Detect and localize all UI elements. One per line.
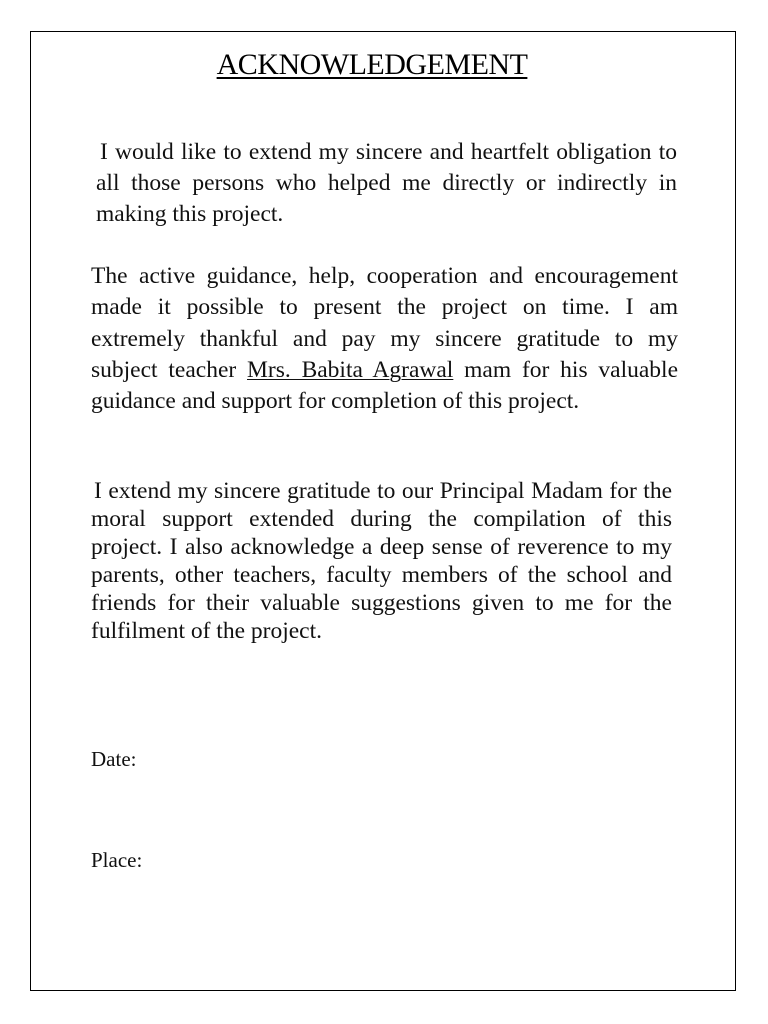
- paragraph-guidance-text-before: The active guidance, help, cooperation and encouragement made it possible to present the project on time. I am extremely thankful and pay my sincere gratitude to my subject teacher: [91, 263, 678, 383]
- teacher-name: Mrs. Babita Agrawal: [247, 356, 454, 383]
- paragraph-guidance-text-after: mam for his valuable guidance and support for completion of this project.: [91, 356, 678, 415]
- date-label: Date:: [91, 747, 137, 771]
- paragraph-guidance: [91, 261, 678, 417]
- paragraph-intro: I would like to extend my sincere and heartfelt obligation to all those persons who helped me directly or indirectly in making this project.: [96, 139, 677, 227]
- page-title: ACKNOWLEDGEMENT: [216, 48, 528, 81]
- paragraph-gratitude: I extend my sincere gratitude to our Principal Madam for the moral support extended during the compilation of this project. I also acknowledge a deep sense of reverence to my parents, other teachers, faculty members of the school and friends for their valuable suggestions given to me for the fulfilment of the project.: [91, 478, 672, 644]
- place-label: Place:: [91, 848, 143, 872]
